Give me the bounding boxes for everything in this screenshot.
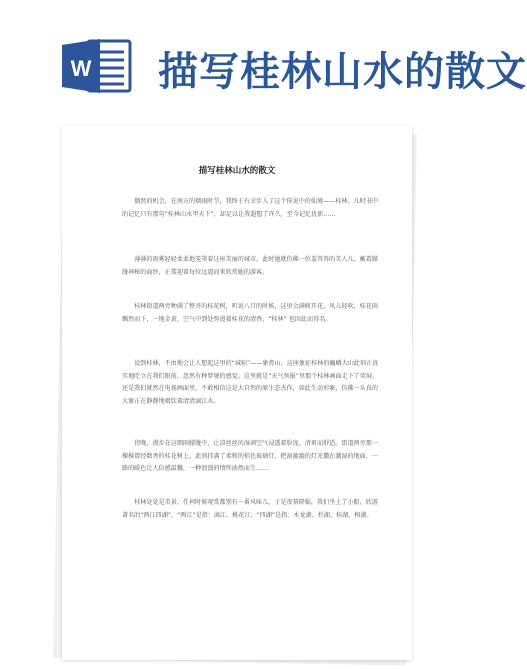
paragraph-3: 桂林街道两旁种满了整齐的桂花树，听说八月的时候，这里会满树开花，风儿轻吹，桂花雨飘然而下，一地金黄，空气中到处弥漫着桂花的清香，“桂林” 也因此而得名。 <box>122 303 378 323</box>
word-document-icon <box>60 37 132 95</box>
document-preview <box>0 118 474 669</box>
paragraph-4: 说到桂林，不由地会让人想起这里的“城标”——象鼻山，这座象征桂林的巍峨大山此刻正真实地吃立在我们眼前，忽然有种梦境的感觉。这里就是“天气预报”里那个桂林画面走下了荧屏，还是我们就然在电视画面里，不敢相信这是大自然的原生态杰作，如此生动形象，仿佛一头真的大象正在静静地啜饮着清清漓江水。 <box>122 360 379 405</box>
paragraph-5: 傍晚，漫步在这细雨朦胧中，让凉丝丝的湿润空气浸透着脸庞，清爽而舒适。街道两旁那一棵棵曾经数香的桂花树上，此刻挂满了柔和的桔色玻璃灯，把湿漉漉的灯光撒在潮湿的地面，一路的暖色让人倍感温馨，一种浪漫的情怀油然而生…… <box>122 440 378 472</box>
paragraph-2: 薄薄的雨雾轻轻柔柔地笼罩着这座美丽的城市，此时她就仿佛一位羞答答的美人儿，戴着朦胧神秘的面纱，正恭迎着每位远道而来欣赏她的游客。 <box>122 256 378 276</box>
paragraph-6: 桂林处处是美景，任何时候观赏都别有一番风味儿，于是夜幕降临，我们坐上了小船，欣游著名的“两江四湖”，“两江”是指：漓江、桃花江；“四湖”是指：木龙湖、杉湖、桂湖、榕湖。 <box>122 499 378 519</box>
document-title: 描写桂林山水的散文 <box>198 166 276 176</box>
header-title: 描写桂林山水的散文 <box>158 49 527 95</box>
word-icon-letter: W <box>70 56 92 81</box>
document-page <box>62 126 412 660</box>
paragraph-1: 偶然的机会，在南方的烟雨时节，我终于有幸步入了这个传说中的仙境——桂林。儿时书中的记忆只有那句“桂林山水甲天下”，却足以让我遐想了许久，至今记忆犹新…… <box>122 198 378 218</box>
